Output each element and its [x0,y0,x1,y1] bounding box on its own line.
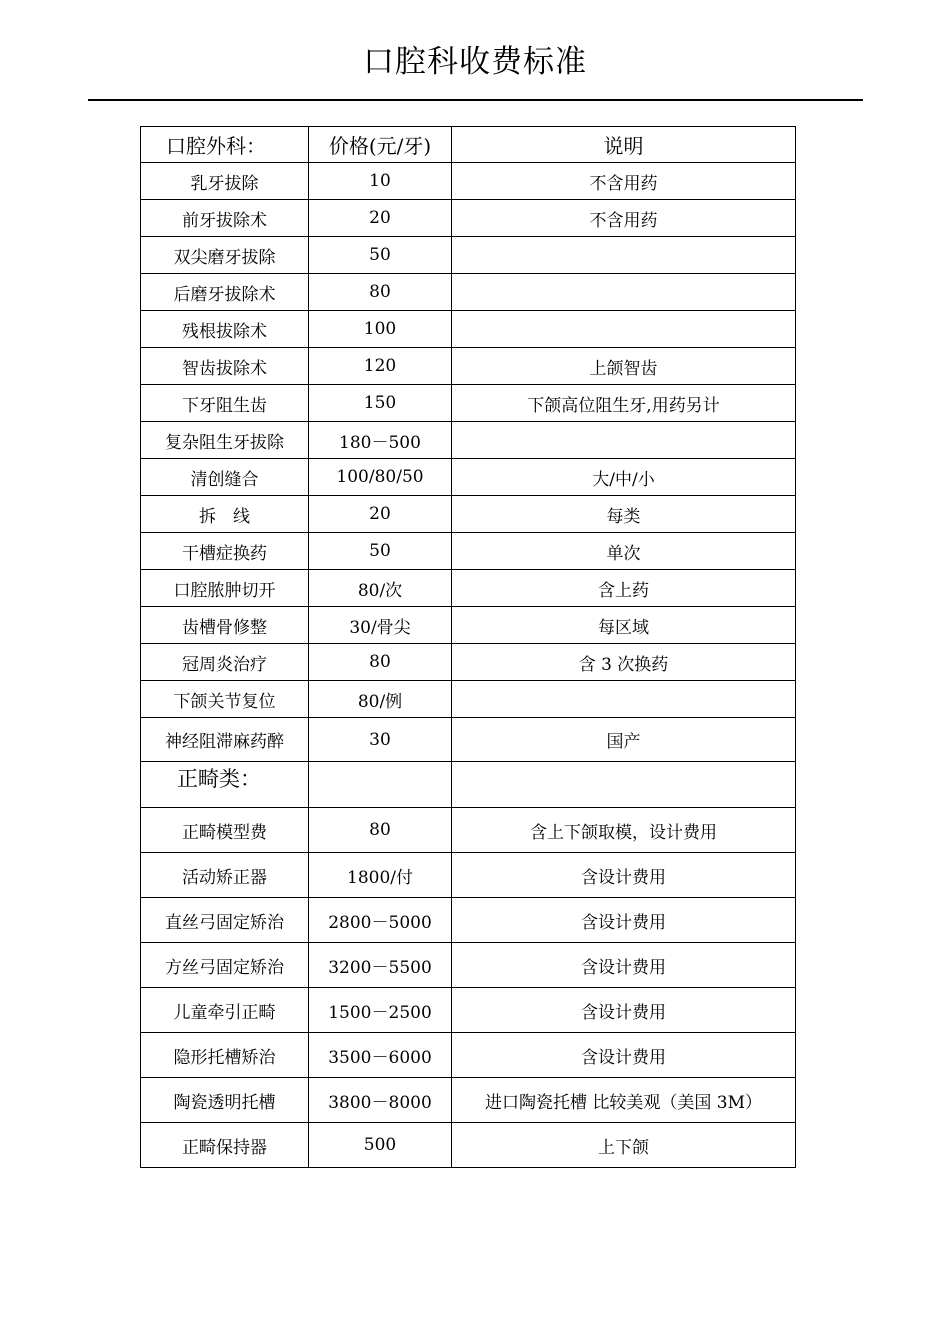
item-cell: 下牙阻生齿 [141,385,309,422]
table-row [141,385,796,422]
table-row [141,808,796,853]
empty-cell [309,762,452,808]
table-row [141,422,796,459]
note-cell: 含 3 次换药 [452,644,796,681]
item-cell: 陶瓷透明托槽 [141,1078,309,1123]
note-cell: 每类 [452,496,796,533]
price-cell: 80/次 [309,570,452,607]
price-cell: 30/骨尖 [309,607,452,644]
table-row [141,1033,796,1078]
table-row [141,681,796,718]
item-cell: 活动矫正器 [141,853,309,898]
header-category: 口腔外科： [141,127,309,163]
note-cell: 上下颌 [452,1123,796,1168]
note-cell: 含设计费用 [452,988,796,1033]
table-row [141,570,796,607]
item-cell: 方丝弓固定矫治 [141,943,309,988]
table-row [141,237,796,274]
price-cell: 500 [309,1123,452,1168]
note-cell: 进口陶瓷托槽 比较美观（美国 3M） [452,1078,796,1123]
item-cell: 隐形托槽矫治 [141,1033,309,1078]
table-row [141,644,796,681]
empty-cell [452,762,796,808]
item-cell: 智齿拔除术 [141,348,309,385]
item-cell: 拆 线 [141,496,309,533]
item-cell: 口腔脓肿切开 [141,570,309,607]
table-row [141,200,796,237]
note-cell [452,274,796,311]
table-row [141,718,796,762]
item-cell: 冠周炎治疗 [141,644,309,681]
item-cell: 齿槽骨修整 [141,607,309,644]
item-cell: 干槽症换药 [141,533,309,570]
table-row [141,274,796,311]
item-cell: 乳牙拔除 [141,163,309,200]
price-cell: 50 [309,533,452,570]
price-cell: 80 [309,644,452,681]
table-row [141,348,796,385]
price-cell: 3200－5500 [309,943,452,988]
price-cell: 2800－5000 [309,898,452,943]
note-cell: 不含用药 [452,163,796,200]
price-cell: 3800－8000 [309,1078,452,1123]
price-cell: 80/例 [309,681,452,718]
note-cell: 含设计费用 [452,853,796,898]
table-row [141,607,796,644]
table-row [141,853,796,898]
table-row [141,988,796,1033]
price-cell: 180－500 [309,422,452,459]
price-cell: 10 [309,163,452,200]
table-row [141,898,796,943]
note-cell: 上颌智齿 [452,348,796,385]
note-cell: 国产 [452,718,796,762]
note-cell: 含设计费用 [452,1033,796,1078]
item-cell: 前牙拔除术 [141,200,309,237]
note-cell [452,681,796,718]
note-cell [452,311,796,348]
note-cell: 含上药 [452,570,796,607]
item-cell: 残根拔除术 [141,311,309,348]
table-row [141,1123,796,1168]
header-note: 说明 [452,127,796,163]
note-cell [452,237,796,274]
note-cell: 单次 [452,533,796,570]
table-row [141,943,796,988]
item-cell: 清创缝合 [141,459,309,496]
price-cell: 100/80/50 [309,459,452,496]
price-cell: 50 [309,237,452,274]
note-cell: 大/中/小 [452,459,796,496]
item-cell: 正畸保持器 [141,1123,309,1168]
table-row [141,459,796,496]
item-cell: 直丝弓固定矫治 [141,898,309,943]
price-cell: 1500－2500 [309,988,452,1033]
header-price: 价格(元/牙) [309,127,452,163]
price-cell: 3500－6000 [309,1033,452,1078]
note-cell: 每区域 [452,607,796,644]
note-cell: 含设计费用 [452,943,796,988]
item-cell: 神经阻滞麻药醉 [141,718,309,762]
item-cell: 儿童牵引正畸 [141,988,309,1033]
price-cell: 80 [309,274,452,311]
item-cell: 正畸模型费 [141,808,309,853]
price-cell: 20 [309,200,452,237]
table-row [141,533,796,570]
price-cell: 80 [309,808,452,853]
item-cell: 后磨牙拔除术 [141,274,309,311]
price-cell: 1800/付 [309,853,452,898]
table-row [141,496,796,533]
price-cell: 120 [309,348,452,385]
fee-table [140,126,796,1168]
section-label: 正畸类： [141,762,309,808]
title-divider [88,99,863,101]
table-row [141,311,796,348]
item-cell: 双尖磨牙拔除 [141,237,309,274]
note-cell [452,422,796,459]
table-row [141,1078,796,1123]
price-cell: 30 [309,718,452,762]
note-cell: 含设计费用 [452,898,796,943]
table-row [141,163,796,200]
item-cell: 复杂阻生牙拔除 [141,422,309,459]
price-cell: 20 [309,496,452,533]
page-title: 口腔科收费标准 [363,44,587,80]
table-header-row [141,127,796,163]
section-row-orthodontics [141,762,796,808]
note-cell: 下颌高位阻生牙,用药另计 [452,385,796,422]
price-cell: 150 [309,385,452,422]
item-cell: 下颌关节复位 [141,681,309,718]
note-cell: 含上下颌取模，设计费用 [452,808,796,853]
price-cell: 100 [309,311,452,348]
note-cell: 不含用药 [452,200,796,237]
